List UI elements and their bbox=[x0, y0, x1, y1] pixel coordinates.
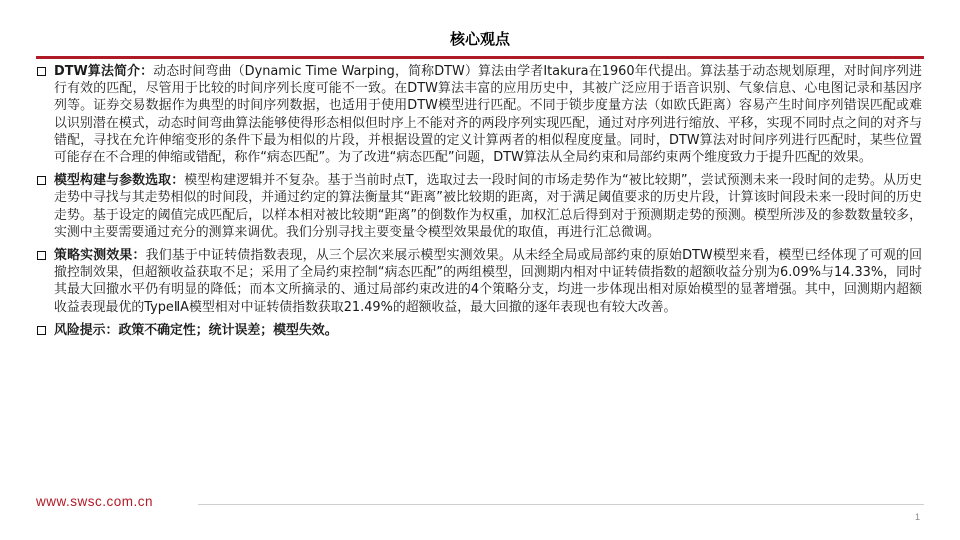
paragraph-lead: 策略实测效果： bbox=[54, 248, 146, 264]
risk-warning: 风险提示：政策不确定性；统计误差；模型失效。 bbox=[54, 322, 338, 338]
page-title: 核心观点 bbox=[449, 30, 510, 48]
paragraph-lead: DTW算法简介： bbox=[54, 64, 154, 79]
paragraph-body: 我们基于中证转债指数表现，从三个层次来展示模型实测效果。从未经全局或局部约束的原始DTW模型来看，模型已经体现了可观的回撤控制效果，但超额收益获取不足；采用了全局约束控制“病态匹配”的两组模型，回测期内相对中证转债指数的超额收益分别为6.09%与14.33%，同时其最大回撤水平仍有明显的降低；而本文所摘录的、通过局部约束改进的4个策略分支，均进一步体现出相对原始模型的显著增强。其中，回测期内超额收益表现最优的TypeⅡA模型相对中证转债指数获取21.49%的超额收益，最大回撤的逐年表现也有较大改善。 bbox=[54, 248, 923, 315]
title-divider bbox=[36, 56, 924, 59]
paragraph-strategy-results bbox=[36, 247, 922, 316]
paragraph-model-build bbox=[36, 172, 922, 241]
paragraph-body: 模型构建逻辑并不复杂。基于当前时点T，选取过去一段时间的市场走势作为“被比较期”，尝试预测未来一段时间的走势。从历史走势中寻找与其走势相似的时间段，并通过约定的算法衡量其“距离”被比较期的距离，对于满足阈值要求的历史片段，计算该时间段未来一段时间的历史走势。基于设定的阈值完成匹配后，以样本相对被比较期“距离”的倒数作为权重，加权汇总后得到对于预测期走势的预测。模型所涉及的参数数量较多，实测中主要需要通过充分的测算来调优。我们分别寻找主要变量令模型效果最优的取值，再进行汇总微调。 bbox=[54, 173, 922, 240]
main-content bbox=[36, 63, 922, 345]
paragraph-body: 动态时间弯曲（Dynamic Time Warping，简称DTW）算法由学者Itakura在1960年代提出。算法基于动态规划原理，对时间序列进行有效的匹配，尽管用于比较的时间序列长度可能不一致。在DTW算法丰富的应用历史中，其被广泛应用于语音识别、气象信息、心电图记录和基因序列等。证券交易数据作为典型的时间序列数据，也适用于使用DTW模型进行匹配。不同于锁步度量方法（如欧氏距离）容易产生时间序列错误匹配或难以识别潜在模式，动态时间弯曲算法能够使得形态相似但时序上不能对齐的两段序列实现匹配，通过对序列进行缩放、平移，实现不同时点之间的对齐与错配，寻找在允许伸缩变形的条件下最为相似的片段，并根据设置的定义计算两者的相似程度度量。同时，DTW算法对时间序列进行匹配时，某些位置可能存在不合理的伸缩或错配，称作“病态匹配”。为了改进“病态匹配”问题，DTW算法从全局约束和局部约束两个维度致力于提升匹配的效果。 bbox=[54, 64, 922, 166]
checkbox-bullet-icon bbox=[37, 176, 46, 185]
paragraph-dtw-intro bbox=[36, 63, 922, 166]
page-number: 1 bbox=[914, 512, 920, 522]
paragraph-lead: 模型构建与参数选取： bbox=[54, 173, 185, 189]
checkbox-bullet-icon bbox=[37, 251, 46, 260]
checkbox-bullet-icon bbox=[37, 326, 46, 335]
footer-website-link[interactable]: www.swsc.com.cn bbox=[36, 494, 154, 509]
paragraph-risk bbox=[36, 322, 922, 339]
checkbox-bullet-icon bbox=[37, 67, 46, 76]
footer-divider bbox=[198, 504, 924, 505]
